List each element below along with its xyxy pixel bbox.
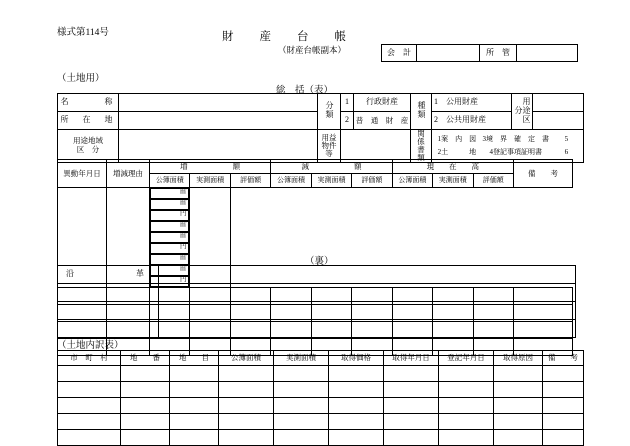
cell[interactable] — [543, 414, 584, 430]
cell[interactable] — [439, 430, 494, 446]
cell[interactable] — [159, 284, 576, 302]
label-enkaku: 沿 革 — [58, 266, 159, 284]
header-chimoku: 地 目 — [170, 351, 219, 366]
cell[interactable] — [58, 320, 159, 338]
cell[interactable] — [329, 398, 384, 414]
unit-8: ㎡ — [150, 265, 189, 276]
soukatsu-table — [57, 93, 584, 163]
unit-3: 円 — [150, 210, 189, 221]
unit-7: ㎡ — [150, 254, 189, 265]
cell[interactable] — [219, 366, 274, 382]
label-shurui: 種類 — [411, 94, 432, 130]
head-bikou: 備 考 — [514, 160, 573, 188]
shurui-item-2: 2 公共用財産 — [432, 112, 512, 130]
cell[interactable] — [274, 382, 329, 398]
head-group-zou: 増 額 — [150, 160, 271, 174]
cell[interactable] — [58, 398, 121, 414]
label-bunrui: 分類 — [318, 94, 341, 130]
kaikei-value[interactable] — [417, 45, 480, 62]
bunrui-text-1: 行政財産 — [354, 94, 411, 112]
cell[interactable] — [58, 366, 121, 382]
bunrui-no-1: 1 — [341, 94, 354, 112]
cell[interactable] — [543, 398, 584, 414]
table-row[interactable] — [58, 320, 576, 338]
cell[interactable] — [439, 366, 494, 382]
cell[interactable] — [274, 430, 329, 446]
cell[interactable] — [329, 414, 384, 430]
cell[interactable] — [170, 366, 219, 382]
subhead-kouboMenseki-3: 公簿面積 — [392, 174, 432, 188]
table-row[interactable] — [58, 366, 584, 382]
bunrui-text-2: 普 通 財 産 — [354, 112, 411, 130]
cell[interactable] — [329, 382, 384, 398]
youto-kubun-1[interactable] — [533, 94, 584, 112]
unit-4: ㎡ — [150, 221, 189, 232]
uchiwake-table — [57, 350, 584, 446]
cell[interactable] — [384, 382, 439, 398]
cell[interactable] — [170, 414, 219, 430]
enkaku-table — [57, 265, 576, 338]
cell[interactable] — [543, 430, 584, 446]
cell[interactable] — [170, 382, 219, 398]
table-row[interactable] — [58, 414, 584, 430]
shokan-label: 所 管 — [480, 45, 517, 62]
enkaku-value[interactable] — [159, 266, 576, 284]
subhead-jissokuMenseki-3: 実測面積 — [433, 174, 473, 188]
section-ura: （裏） — [305, 257, 334, 267]
kankei-item-1: 1案 内 図 — [437, 134, 477, 143]
cell[interactable] — [121, 414, 170, 430]
value-shozaichi[interactable] — [119, 112, 318, 130]
bunrui-no-2: 2 — [341, 112, 354, 130]
cell[interactable] — [384, 398, 439, 414]
unit-9: 円 — [150, 276, 189, 287]
unit-5: ㎡ — [150, 232, 189, 243]
cell[interactable] — [384, 414, 439, 430]
unit-2: ㎡ — [150, 199, 189, 210]
header-shutoku-genin: 取得原因 — [494, 351, 543, 366]
cell[interactable] — [439, 398, 494, 414]
cell[interactable] — [170, 430, 219, 446]
cell[interactable] — [58, 382, 121, 398]
table-row[interactable] — [58, 430, 584, 446]
cell[interactable] — [121, 366, 170, 382]
cell[interactable] — [543, 366, 584, 382]
kankei-grid — [432, 130, 584, 163]
section-tochiyou: （土地用） — [57, 74, 105, 84]
cell[interactable] — [494, 430, 543, 446]
kaikei-label: 会 計 — [382, 45, 417, 62]
kankei-item-2: 2土 地 — [437, 147, 477, 156]
label-youeki: 用益物件等 — [318, 130, 341, 163]
header-touki-date: 登記年月日 — [439, 351, 494, 366]
cell[interactable] — [58, 414, 121, 430]
head-group-genzai: 現 在 高 — [392, 160, 513, 174]
header-shutoku-date: 取得年月日 — [384, 351, 439, 366]
cell[interactable] — [58, 430, 121, 446]
section-tochinaiwake: （土地内訳表） — [57, 341, 124, 351]
head-group-gen: 減 額 — [271, 160, 392, 174]
cell[interactable] — [329, 430, 384, 446]
subhead-kouboMenseki-2: 公簿面積 — [271, 174, 311, 188]
subhead-hyoukagaku-2: 評価額 — [352, 174, 392, 188]
value-meisho[interactable] — [119, 94, 318, 112]
youto-kubun-2[interactable] — [533, 112, 584, 130]
section-soukatsu: 総 括（表） — [276, 86, 334, 96]
kankei-item-4: 4登記事項証明書 — [489, 147, 543, 156]
form-number: 様式第114号 — [57, 28, 109, 38]
subhead-kouboMenseki-1: 公簿面積 — [150, 174, 190, 188]
cell[interactable] — [121, 430, 170, 446]
cell[interactable] — [121, 398, 170, 414]
value-youto-chiiki[interactable] — [119, 130, 318, 163]
cell[interactable] — [494, 398, 543, 414]
header-shichoson: 市 町 村 — [58, 351, 121, 366]
subhead-jissokuMenseki-1: 実測面積 — [190, 174, 230, 188]
subhead-jissokuMenseki-2: 実測面積 — [311, 174, 351, 188]
label-shozaichi: 所 在 地 — [58, 112, 119, 130]
cell[interactable] — [274, 366, 329, 382]
header-shutoku-kakaku: 取得価格 — [329, 351, 384, 366]
document-subtitle: （財産台帳副本） — [278, 45, 347, 55]
unit-6: 円 — [150, 243, 189, 254]
cell[interactable] — [219, 382, 274, 398]
head-zougen-riyu: 増減理由 — [107, 160, 150, 188]
cell[interactable] — [219, 414, 274, 430]
header-jissoku-menseki: 実測面積 — [274, 351, 329, 366]
header-account-table — [381, 44, 578, 62]
document-title: 財 産 台 帳 — [222, 31, 347, 43]
shokan-value[interactable] — [517, 45, 578, 62]
shurui-item-1: 1 公用財産 — [432, 94, 512, 112]
kankei-item-5: 5 — [564, 134, 569, 143]
unit-1: ㎡ — [150, 188, 189, 199]
label-youto-kubun: 用途区分 — [512, 94, 533, 130]
cell[interactable] — [159, 302, 576, 320]
header-chiban: 地 番 — [121, 351, 170, 366]
kankei-item-3: 3境 界 確 定 書 — [482, 134, 550, 143]
cell[interactable] — [121, 382, 170, 398]
cell[interactable] — [219, 398, 274, 414]
cell[interactable] — [543, 382, 584, 398]
cell[interactable] — [494, 414, 543, 430]
cell[interactable] — [439, 414, 494, 430]
table-header-row — [58, 351, 584, 366]
cell[interactable] — [494, 382, 543, 398]
kankei-item-6: 6 — [564, 147, 569, 156]
cell[interactable] — [159, 320, 576, 338]
table-row[interactable] — [58, 302, 576, 320]
cell[interactable] — [384, 366, 439, 382]
table-row[interactable] — [58, 382, 584, 398]
cell[interactable] — [494, 366, 543, 382]
cell[interactable] — [384, 430, 439, 446]
header-bikou: 備 考 — [543, 351, 584, 366]
value-youeki[interactable] — [341, 130, 411, 163]
cell[interactable] — [219, 430, 274, 446]
cell[interactable] — [58, 302, 159, 320]
cell[interactable] — [439, 382, 494, 398]
cell[interactable] — [58, 284, 159, 302]
head-idou-date: 異動年月日 — [58, 160, 107, 188]
label-meisho: 名 称 — [58, 94, 119, 112]
label-kankei: 関 係 書 類 — [411, 130, 432, 163]
cell[interactable] — [274, 398, 329, 414]
cell[interactable] — [329, 366, 384, 382]
table-row[interactable] — [58, 398, 584, 414]
cell[interactable] — [170, 398, 219, 414]
label-youto-chiiki: 用途地域 区 分 — [58, 130, 119, 163]
subhead-hyoukagaku-1: 評価額 — [230, 174, 270, 188]
cell[interactable] — [274, 414, 329, 430]
subhead-hyoukagaku-3: 評価額 — [473, 174, 514, 188]
header-koubo-menseki: 公簿面積 — [219, 351, 274, 366]
table-row[interactable] — [58, 284, 576, 302]
